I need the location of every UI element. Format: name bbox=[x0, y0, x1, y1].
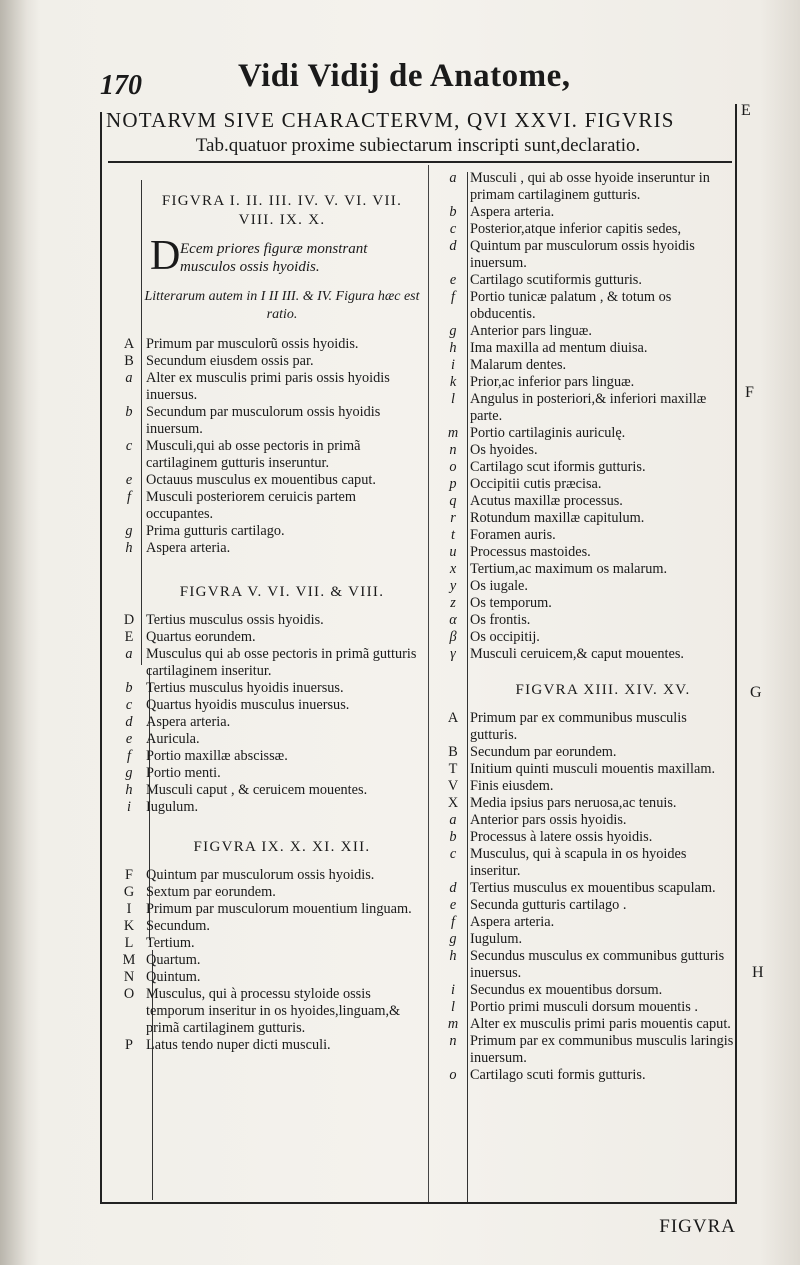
figure-heading: FIGVRA V. VI. VII. & VIII. bbox=[179, 584, 385, 600]
legend-key: f bbox=[451, 289, 455, 305]
legend-entry bbox=[436, 744, 736, 761]
legend-key: a bbox=[449, 812, 457, 828]
legend-text: Cartilago scuti formis gutturis. bbox=[470, 1067, 646, 1083]
legend-entry bbox=[436, 238, 736, 272]
section-title-line-1: NOTARVM SIVE CHARACTERVM, QVI XXVI. FIGVRIS bbox=[106, 108, 675, 132]
legend-entry bbox=[436, 527, 736, 544]
legend-entry bbox=[436, 629, 736, 646]
legend-entry bbox=[436, 1067, 736, 1084]
legend-text: Musculi posteriorem ceruicis partem occupantes. bbox=[146, 489, 357, 522]
legend-text: Cartilago scutiformis gutturis. bbox=[470, 272, 642, 288]
legend-text: Angulus in posteriori,& inferiori maxillæ parte. bbox=[470, 391, 707, 424]
section-title bbox=[102, 108, 734, 157]
legend-text: Anterior pars linguæ. bbox=[470, 323, 592, 339]
legend-entry bbox=[436, 931, 736, 948]
legend-key: p bbox=[449, 476, 457, 492]
legend-key: X bbox=[447, 795, 459, 811]
legend-key: V bbox=[447, 778, 459, 794]
legend-key: I bbox=[126, 901, 132, 917]
legend-entry bbox=[436, 340, 736, 357]
legend-text: Os frontis. bbox=[470, 612, 531, 628]
legend-text: Musculi , qui ab osse hyoide inseruntur in primam cartilaginem gutturis. bbox=[470, 170, 710, 203]
legend-text: Iugulum. bbox=[146, 799, 199, 815]
legend-entry bbox=[112, 438, 422, 472]
legend-text: Os occipitij. bbox=[470, 629, 540, 645]
legend-key: z bbox=[450, 595, 456, 611]
legend-entry bbox=[112, 336, 422, 353]
legend-key: g bbox=[125, 523, 133, 539]
legend-entry bbox=[436, 459, 736, 476]
legend-key: d bbox=[449, 880, 457, 896]
legend-entry bbox=[112, 540, 422, 557]
legend-key: T bbox=[448, 761, 458, 777]
legend-entry bbox=[112, 1037, 422, 1054]
legend-entry bbox=[112, 404, 422, 438]
legend-key: r bbox=[450, 510, 456, 526]
legend-entry bbox=[436, 948, 736, 982]
legend-list bbox=[112, 336, 422, 557]
legend-entry bbox=[112, 353, 422, 370]
legend-key: B bbox=[124, 353, 134, 369]
legend-list bbox=[436, 170, 736, 663]
legend-key: f bbox=[127, 489, 131, 505]
legend-key: i bbox=[451, 357, 455, 373]
legend-entry bbox=[112, 918, 422, 935]
legend-key: D bbox=[123, 612, 135, 628]
legend-entry bbox=[112, 714, 422, 731]
legend-entry bbox=[436, 544, 736, 561]
legend-entry bbox=[436, 1016, 736, 1033]
legend-list bbox=[436, 710, 736, 1084]
legend-key: g bbox=[125, 765, 133, 781]
legend-key: γ bbox=[450, 646, 456, 662]
legend-key: c bbox=[449, 221, 457, 237]
legend-key: o bbox=[449, 1067, 457, 1083]
legend-text: Musculus qui ab osse pectoris in primã gutturis cartilaginem inseritur. bbox=[146, 646, 417, 679]
legend-key: y bbox=[449, 578, 457, 594]
legend-key: n bbox=[449, 442, 457, 458]
margin-letter-h: H bbox=[752, 964, 764, 981]
legend-key: n bbox=[449, 1033, 457, 1049]
legend-key: b bbox=[125, 404, 133, 420]
frame-left-rule bbox=[100, 112, 102, 1202]
legend-key: a bbox=[449, 170, 457, 186]
legend-entry bbox=[112, 986, 422, 1037]
legend-key: M bbox=[122, 952, 136, 968]
legend-key: g bbox=[449, 931, 457, 947]
legend-entry bbox=[112, 697, 422, 714]
legend-text: Aspera arteria. bbox=[470, 914, 555, 930]
legend-entry bbox=[436, 578, 736, 595]
legend-key: h bbox=[125, 782, 133, 798]
legend-entry bbox=[436, 812, 736, 829]
margin-letter-f: F bbox=[745, 384, 754, 401]
legend-key: N bbox=[123, 969, 135, 985]
legend-key: l bbox=[451, 391, 455, 407]
legend-key: e bbox=[449, 272, 457, 288]
legend-text: Initium quinti musculi mouentis maxillam. bbox=[470, 761, 716, 777]
legend-key: F bbox=[125, 867, 133, 883]
legend-key: b bbox=[449, 204, 457, 220]
legend-key: o bbox=[449, 459, 457, 475]
legend-entry bbox=[436, 289, 736, 323]
legend-text: Cartilago scut iformis gutturis. bbox=[470, 459, 646, 475]
legend-entry bbox=[436, 982, 736, 999]
legend-key: a bbox=[125, 370, 133, 386]
legend-text: Quartus hyoidis musculus inuersus. bbox=[146, 697, 350, 713]
legend-text: Quartus eorundem. bbox=[146, 629, 256, 645]
legend-entry bbox=[436, 1033, 736, 1067]
legend-entry bbox=[436, 442, 736, 459]
legend-entry bbox=[436, 999, 736, 1016]
legend-entry bbox=[112, 731, 422, 748]
legend-entry bbox=[112, 952, 422, 969]
legend-text: Musculus, qui à scapula in os hyoides inseritur. bbox=[470, 846, 687, 879]
legend-key: e bbox=[449, 897, 457, 913]
drop-cap: D bbox=[150, 233, 181, 279]
legend-entry bbox=[436, 493, 736, 510]
legend-entry bbox=[436, 510, 736, 527]
legend-key: d bbox=[125, 714, 133, 730]
legend-key: x bbox=[449, 561, 457, 577]
legend-key: α bbox=[449, 612, 457, 628]
legend-text: Tertius musculus hyoidis inuersus. bbox=[146, 680, 344, 696]
legend-entry bbox=[112, 748, 422, 765]
legend-entry bbox=[112, 935, 422, 952]
legend-key: c bbox=[125, 697, 133, 713]
legend-text: Tertium,ac maximum os malarum. bbox=[470, 561, 668, 577]
figure-heading: FIGVRA XIII. XIV. XV. bbox=[515, 682, 691, 698]
legend-text: Alter ex musculis primi paris ossis hyoidis inuersus. bbox=[146, 370, 390, 403]
legend-key: i bbox=[127, 799, 131, 815]
legend-text: Secundus musculus ex communibus gutturis inuersus. bbox=[470, 948, 725, 981]
legend-key: e bbox=[125, 731, 133, 747]
legend-entry bbox=[112, 765, 422, 782]
legend-text: Musculi,qui ab osse pectoris in primã cartilaginem gutturis inseruntur. bbox=[146, 438, 361, 471]
legend-entry bbox=[436, 612, 736, 629]
legend-key: A bbox=[447, 710, 459, 726]
legend-text: Secunda gutturis cartilago . bbox=[470, 897, 627, 913]
legend-key: k bbox=[449, 374, 457, 390]
legend-key: G bbox=[123, 884, 135, 900]
legend-key: g bbox=[449, 323, 457, 339]
intro-text: Ecem priores figuræ monstrant musculos ossis hyoidis. bbox=[180, 241, 368, 275]
legend-text: Anterior pars ossis hyoidis. bbox=[470, 812, 627, 828]
legend-key: d bbox=[449, 238, 457, 254]
legend-entry bbox=[436, 595, 736, 612]
legend-text: Finis eiusdem. bbox=[470, 778, 554, 794]
legend-text: Primum par musculorum mouentium linguam. bbox=[146, 901, 412, 917]
legend-text: Os iugale. bbox=[470, 578, 528, 594]
legend-text: Quintum par musculorum ossis hyoidis inuersum. bbox=[470, 238, 695, 271]
legend-text: Portio maxillæ abscissæ. bbox=[146, 748, 288, 764]
legend-key: c bbox=[449, 846, 457, 862]
frame-bottom-rule bbox=[100, 1202, 736, 1204]
legend-entry bbox=[436, 204, 736, 221]
legend-key: e bbox=[125, 472, 133, 488]
legend-text: Os temporum. bbox=[470, 595, 552, 611]
legend-key: f bbox=[451, 914, 455, 930]
legend-text: Quintum. bbox=[146, 969, 201, 985]
legend-text: Quartum. bbox=[146, 952, 201, 968]
legend-key: m bbox=[447, 1016, 459, 1032]
legend-text: Musculus, qui à processu styloide ossis temporum inseritur in os hyoides,linguam,& primã cartilaginem gutturis. bbox=[146, 986, 401, 1036]
legend-text: Secundum eiusdem ossis par. bbox=[146, 353, 314, 369]
legend-key: a bbox=[125, 646, 133, 662]
legend-key: i bbox=[451, 982, 455, 998]
legend-key: E bbox=[124, 629, 134, 645]
legend-key: t bbox=[451, 527, 455, 543]
legend-entry bbox=[436, 646, 736, 663]
legend-key: b bbox=[449, 829, 457, 845]
legend-entry bbox=[112, 629, 422, 646]
legend-entry bbox=[112, 782, 422, 799]
legend-entry bbox=[436, 357, 736, 374]
legend-text: Portio menti. bbox=[146, 765, 221, 781]
legend-key: b bbox=[125, 680, 133, 696]
legend-text: Musculi ceruicem,& caput mouentes. bbox=[470, 646, 684, 662]
legend-text: Aspera arteria. bbox=[146, 540, 231, 556]
legend-key: c bbox=[125, 438, 133, 454]
figure-heading: FIGVRA IX. X. XI. XII. bbox=[193, 839, 371, 855]
legend-text: Primum par musculorũ ossis hyoidis. bbox=[146, 336, 359, 352]
legend-entry bbox=[112, 523, 422, 540]
legend-entry bbox=[112, 370, 422, 404]
legend-text: Tertius musculus ex mouentibus scapulam. bbox=[470, 880, 716, 896]
legend-entry bbox=[112, 799, 422, 816]
legend-text: Alter ex musculis primi paris mouentis caput. bbox=[470, 1016, 731, 1032]
legend-text: Occipitii cutis præcisa. bbox=[470, 476, 602, 492]
legend-text: Portio primi musculi dorsum mouentis . bbox=[470, 999, 698, 1015]
legend-entry bbox=[112, 472, 422, 489]
legend-text: Processus mastoides. bbox=[470, 544, 591, 560]
legend-entry bbox=[436, 476, 736, 493]
legend-text: Quintum par musculorum ossis hyoidis. bbox=[146, 867, 375, 883]
legend-text: Malarum dentes. bbox=[470, 357, 567, 373]
legend-entry bbox=[436, 846, 736, 880]
legend-text: Os hyoides. bbox=[470, 442, 538, 458]
legend-text: Tertium. bbox=[146, 935, 195, 951]
legend-entry bbox=[436, 761, 736, 778]
legend-list bbox=[112, 867, 422, 1054]
legend-key: u bbox=[449, 544, 457, 560]
legend-text: Secundum. bbox=[146, 918, 210, 934]
legend-key: O bbox=[123, 986, 135, 1002]
legend-text: Portio cartilaginis auriculę. bbox=[470, 425, 626, 441]
legend-key: L bbox=[124, 935, 134, 951]
legend-text: Foramen auris. bbox=[470, 527, 556, 543]
legend-text: Octauus musculus ex mouentibus caput. bbox=[146, 472, 376, 488]
legend-entry bbox=[436, 710, 736, 744]
legend-entry bbox=[112, 901, 422, 918]
legend-entry bbox=[436, 897, 736, 914]
legend-text: Musculi caput , & ceruicem mouentes. bbox=[146, 782, 368, 798]
figure-heading: FIGVRA I. II. III. IV. V. VI. VII. VIII. IX. X. bbox=[161, 193, 403, 228]
legend-key: m bbox=[447, 425, 459, 441]
legend-key: h bbox=[125, 540, 133, 556]
legend-entry bbox=[112, 489, 422, 523]
legend-key: h bbox=[449, 948, 457, 964]
legend-text: Primum par ex communibus musculis gutturis. bbox=[470, 710, 687, 743]
legend-entry bbox=[436, 391, 736, 425]
legend-key: h bbox=[449, 340, 457, 356]
legend-text: Primum par ex communibus musculis laringis inuersum. bbox=[470, 1033, 734, 1066]
legend-entry bbox=[436, 829, 736, 846]
legend-entry bbox=[112, 884, 422, 901]
legend-entry bbox=[436, 778, 736, 795]
legend-key: f bbox=[127, 748, 131, 764]
legend-text: Posterior,atque inferior capitis sedes, bbox=[470, 221, 682, 237]
legend-key: P bbox=[125, 1037, 133, 1053]
legend-entry bbox=[436, 561, 736, 578]
legend-text: Sextum par eorundem. bbox=[146, 884, 276, 900]
legend-text: Iugulum. bbox=[470, 931, 523, 947]
legend-text: Aspera arteria. bbox=[470, 204, 555, 220]
legend-text: Latus tendo nuper dicti musculi. bbox=[146, 1037, 331, 1053]
legend-text: Auricula. bbox=[146, 731, 200, 747]
legend-entry bbox=[436, 272, 736, 289]
binding-gutter bbox=[0, 0, 28, 1265]
sub-intro: Litterarum autem in I II III. & IV. Figura hæc est ratio. bbox=[144, 289, 420, 322]
legend-entry bbox=[436, 323, 736, 340]
legend-text: Ima maxilla ad mentum diuisa. bbox=[470, 340, 648, 356]
legend-key: β bbox=[449, 629, 457, 645]
legend-entry bbox=[436, 221, 736, 238]
legend-text: Prior,ac inferior pars linguæ. bbox=[470, 374, 635, 390]
legend-entry bbox=[436, 914, 736, 931]
running-title: Vidi Vidij de Anatome, bbox=[238, 58, 571, 94]
legend-entry bbox=[112, 680, 422, 697]
legend-entry bbox=[436, 425, 736, 442]
margin-letter-g: G bbox=[750, 684, 762, 701]
legend-key: B bbox=[448, 744, 458, 760]
legend-entry bbox=[112, 867, 422, 884]
section-title-line-2: Tab.quatuor proxime subiectarum inscripti sunt,declaratio. bbox=[195, 135, 641, 156]
legend-entry bbox=[112, 612, 422, 629]
legend-text: Tertius musculus ossis hyoidis. bbox=[146, 612, 324, 628]
title-bottom-rule bbox=[108, 161, 732, 163]
right-column bbox=[436, 170, 736, 1084]
legend-text: Processus à latere ossis hyoidis. bbox=[470, 829, 653, 845]
legend-text: Prima gutturis cartilago. bbox=[146, 523, 285, 539]
legend-list bbox=[112, 612, 422, 816]
legend-text: Secundum par eorundem. bbox=[470, 744, 617, 760]
legend-text: Portio tunicæ palatum , & totum os obducentis. bbox=[470, 289, 672, 322]
legend-entry bbox=[436, 795, 736, 812]
legend-text: Secundus ex mouentibus dorsum. bbox=[470, 982, 663, 998]
intro-paragraph bbox=[112, 233, 422, 280]
legend-text: Acutus maxillæ processus. bbox=[470, 493, 623, 509]
legend-key: q bbox=[449, 493, 457, 509]
catchword: FIGVRA bbox=[659, 1216, 736, 1237]
legend-entry bbox=[436, 170, 736, 204]
legend-key: K bbox=[123, 918, 135, 934]
legend-entry bbox=[112, 646, 422, 680]
left-column bbox=[112, 170, 422, 1054]
legend-entry bbox=[112, 969, 422, 986]
legend-entry bbox=[436, 374, 736, 391]
legend-text: Media ipsius pars neruosa,ac tenuis. bbox=[470, 795, 677, 811]
margin-letter-e: E bbox=[741, 102, 751, 119]
legend-text: Secundum par musculorum ossis hyoidis inuersum. bbox=[146, 404, 381, 437]
legend-text: Rotundum maxillæ capitulum. bbox=[470, 510, 645, 526]
legend-key: A bbox=[123, 336, 135, 352]
legend-key: l bbox=[451, 999, 455, 1015]
page-number: 170 bbox=[100, 70, 142, 101]
legend-text: Aspera arteria. bbox=[146, 714, 231, 730]
column-divider bbox=[428, 165, 429, 1202]
legend-entry bbox=[436, 880, 736, 897]
